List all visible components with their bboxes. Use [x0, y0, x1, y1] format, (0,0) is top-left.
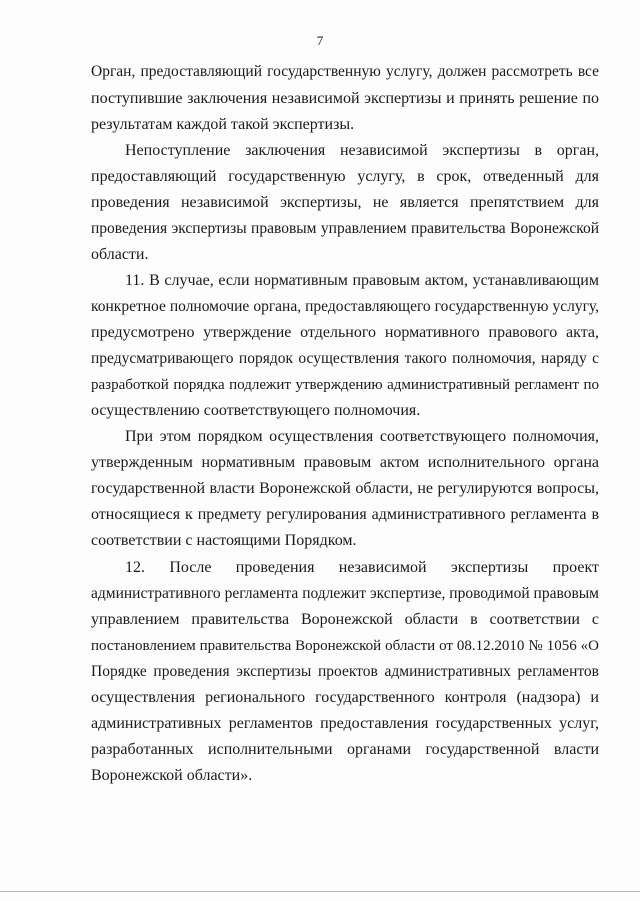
text-line: 11. В случае, если нормативным правовым актом, устанавливающим [125, 272, 599, 289]
text-line: осуществлению соответствующего полномочия. [91, 402, 421, 419]
text-line: Порядке проведения экспертизы проектов административных регламентов [91, 663, 599, 680]
page-number: 7 [316, 33, 324, 48]
text-line: проведения независимой экспертизы, не является препятствием для [91, 194, 599, 211]
text-line: поступившие заключения независимой экспертизы и принять решение по [91, 90, 599, 107]
text-line: Непоступление заключения независимой экспертизы в орган, [125, 142, 599, 159]
scan-edge-line [0, 891, 640, 892]
text-line: Орган, предоставляющий государственную услугу, должен рассмотреть все [91, 63, 599, 80]
text-line: утвержденным нормативным правовым актом исполнительного органа [91, 454, 599, 471]
text-line: предоставляющий государственную услугу, в срок, отведенный для [91, 168, 599, 185]
text-line: конкретное полномочие органа, предоставляющего государственную услугу, [91, 298, 599, 315]
text-line: постановлением правительства Воронежской области от 08.12.2010 № 1056 «О [91, 638, 599, 654]
text-line: управлением правительства Воронежской области в соответствии с [91, 611, 599, 628]
text-line: При этом порядком осуществления соответствующего полномочия, [125, 428, 599, 445]
text-line: относящиеся к предмету регулирования административного регламента в [91, 506, 599, 523]
text-line: государственной власти Воронежской области, не регулируются вопросы, [91, 480, 599, 497]
text-line: проведения экспертизы правовым управлением правительства Воронежской [91, 220, 599, 237]
text-line: административного регламента подлежит экспертизе, проводимой правовым [91, 585, 599, 602]
text-line: осуществления регионального государственного контроля (надзора) и [91, 689, 599, 706]
text-line: предусмотрено утверждение отдельного нормативного правового акта, [91, 324, 599, 341]
text-line: области. [91, 246, 149, 263]
text-line: разработкой порядка подлежит утверждению административный регламент по [91, 377, 599, 393]
text-line: разработанных исполнительными органами государственной власти [91, 741, 599, 758]
text-line: административных регламентов предоставления государственных услуг, [91, 715, 599, 732]
text-line: 12. После проведения независимой экспертизы проект [125, 559, 599, 576]
text-line: результатам каждой такой экспертизы. [91, 116, 355, 133]
text-line: Воронежской области». [91, 767, 253, 784]
text-line: предусматривающего порядок осуществления такого полномочия, наряду с [91, 350, 599, 367]
text-line: соответствии с настоящими Порядком. [91, 532, 357, 549]
